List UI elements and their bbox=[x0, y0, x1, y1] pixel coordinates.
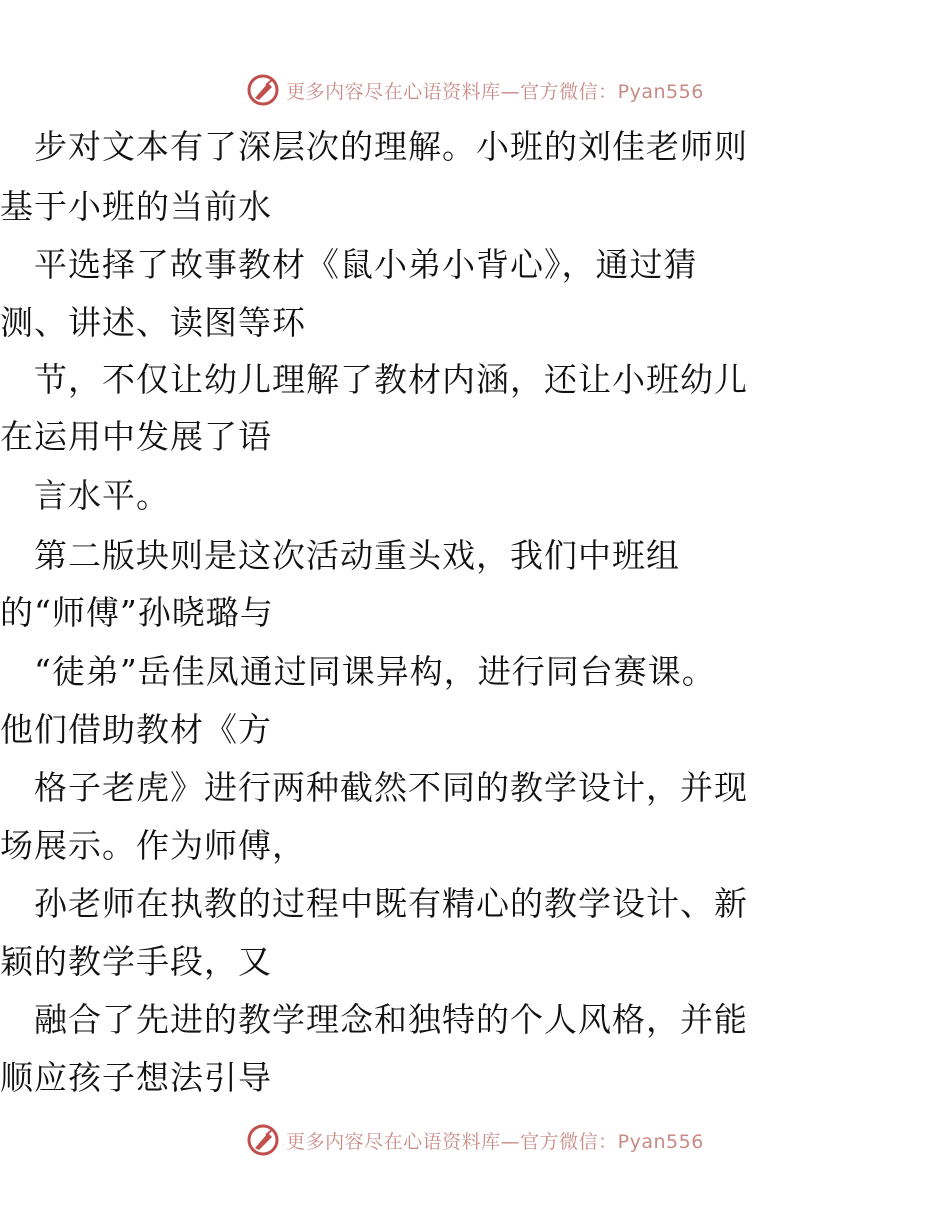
body-line: 场展示。作为师傅， bbox=[0, 826, 306, 865]
body-line: 基于小班的当前水 bbox=[0, 187, 272, 226]
quill-pen-logo-icon bbox=[246, 73, 280, 107]
body-line: 孙老师在执教的过程中既有精心的教学设计、新 bbox=[0, 884, 748, 923]
header-banner bbox=[0, 70, 950, 110]
body-line: 顺应孩子想法引导 bbox=[0, 1058, 272, 1097]
quill-pen-logo-icon bbox=[246, 1123, 280, 1157]
banner-text: 更多内容尽在心语资料库—官方微信：Pyan556 bbox=[286, 1130, 704, 1153]
body-line: 他们借助教材《方 bbox=[0, 710, 272, 749]
body-line: 融合了先进的教学理念和独特的个人风格，并能 bbox=[0, 1000, 748, 1039]
body-line: 颖的教学手段，又 bbox=[0, 942, 272, 981]
footer-banner bbox=[0, 1120, 950, 1160]
body-line: 测、讲述、读图等环 bbox=[0, 303, 306, 342]
body-line: 言水平。 bbox=[0, 476, 170, 515]
body-line: 节，不仅让幼儿理解了教材内涵，还让小班幼儿 bbox=[0, 360, 748, 399]
banner-text: 更多内容尽在心语资料库—官方微信：Pyan556 bbox=[286, 80, 704, 103]
body-line: 平选择了故事教材《鼠小弟小背心》，通过猜 bbox=[0, 245, 698, 284]
body-line: “徒弟”岳佳凤通过同课异构，进行同台赛课。 bbox=[0, 652, 716, 691]
body-line: 的“师傅”孙晓璐与 bbox=[0, 593, 274, 632]
body-line: 格子老虎》进行两种截然不同的教学设计，并现 bbox=[0, 768, 748, 807]
body-line: 步对文本有了深层次的理解。小班的刘佳老师则 bbox=[0, 127, 748, 166]
body-line: 在运用中发展了语 bbox=[0, 417, 272, 456]
body-line: 第二版块则是这次活动重头戏，我们中班组 bbox=[0, 536, 680, 575]
